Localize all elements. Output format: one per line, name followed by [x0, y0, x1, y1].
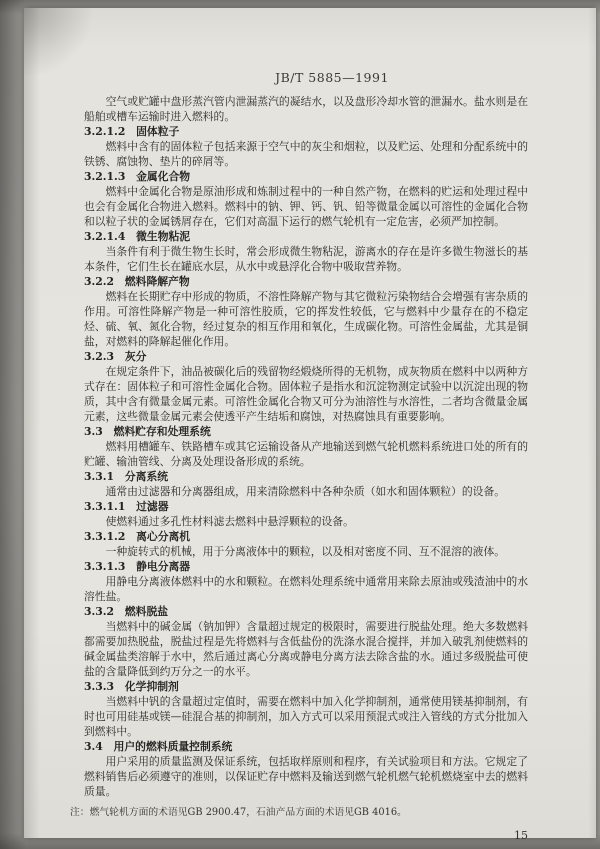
page-number: 15 — [514, 829, 528, 842]
paragraph: 燃料在长期贮存中形成的物质，不溶性降解产物与其它微粒污染物结合会增强有害杂质的作用。可溶性降解产物是一种可溶性胶质，它的挥发性较低，它与燃料中少量存在的不稳定烃、硫、氧、氮化合物，经过复杂的相互作用和氧化，生成碳化物。可溶性金属盐，尤其是铜盐，对燃料的降解起催化作用。 — [84, 290, 528, 348]
section-heading: 3.3.1 分离系统 — [84, 470, 169, 483]
paragraph: 燃料中金属化合物是原油形成和炼制过程中的一种自然产物，在燃料的贮运和处理过程中也会有金属化合物进入燃料。燃料中的钠、钾、钙、钒、铅等微量金属以可溶性的金属化合物和以粒子状的金属锈屑存在，它们对高温下运行的燃气轮机有一定危害，必须严加控制。 — [84, 185, 528, 228]
footnote: 注：燃气轮机方面的术语见GB 2900.47，石油产品方面的术语见GB 4016。 — [70, 807, 407, 818]
paragraph: 当燃料中的碱金属（钠加钾）含量超过规定的极限时，需要进行脱盐处理。绝大多数燃料都需要加热脱盐，脱盐过程是先将燃料与含低盐份的洗涤水混合搅拌，并加入破乳剂使燃料的碱金属盐类溶解于水中，然后通过离心分离或静电分离方法去除含盐的水。通过多级脱盐可使盐的含量降低到约万分之一的水平。 — [84, 620, 528, 678]
section-heading: 3.3.2 燃料脱盐 — [84, 605, 169, 618]
section-heading: 3.2.1.2 固体粒子 — [84, 125, 180, 138]
standard-code-header: JB/T 5885—1991 — [275, 70, 389, 85]
section-heading: 3.2.1.3 金属化合物 — [84, 170, 191, 183]
paragraph: 在规定条件下，油品被碳化后的残留物经煅烧所得的无机物，成灰物质在燃料中以两种方式存在：固体粒子和可溶性金属化合物。固体粒子是指水和沉淀物测定试验中以沉淀出现的物质，其中含有微量金属元素。可溶性金属化合物又可分为油溶性与水溶性，二者均含微量金属元素，这些微量金属元素会使透平产生结垢和腐蚀，对热腐蚀具有重要影响。 — [84, 365, 528, 423]
document-body — [70, 94, 528, 843]
paragraph: 当燃料中钒的含量超过定值时，需要在燃料中加入化学抑制剂，通常使用镁基抑制剂，有时也可用硅基或镁—硅混合基的抑制剂，加入方式可以采用预混式或注入管线的方式分批加入到燃料中。 — [84, 695, 528, 738]
paragraph: 燃料中含有的固体粒子包括来源于空气中的灰尘和烟粒，以及贮运、处理和分配系统中的铁锈、腐蚀物、垫片的碎屑等。 — [84, 140, 528, 168]
section-heading: 3.3.1.2 离心分离机 — [84, 530, 191, 543]
paragraph: 用静电分离液体燃料中的水和颗粒。在燃料处理系统中通常用来除去原油或残渣油中的水溶性盐。 — [84, 575, 528, 603]
section-heading: 3.2.2 燃料降解产物 — [84, 275, 190, 288]
section-heading: 3.2.3 灰分 — [84, 350, 147, 363]
section-heading: 3.2.1.4 微生物粘泥 — [84, 230, 191, 243]
paragraph: 通常由过滤器和分离器组成，用来清除燃料中各种杂质（如水和固体颗粒）的设备。 — [105, 485, 506, 498]
section-heading: 3.3.3 化学抑制剂 — [84, 680, 179, 693]
section-heading: 3.3 燃料贮存和处理系统 — [84, 425, 211, 438]
paragraph: 用户采用的质量监测及保证系统，包括取样原则和程序，有关试验项目和方法。它规定了燃料销售后必须遵守的准则，以保证贮存中燃料及输送到燃气轮机燃气轮机燃烧室中去的燃料质量。 — [84, 755, 528, 798]
section-heading: 3.3.1.3 静电分离器 — [84, 560, 191, 573]
paragraph: 当条件有利于微生物生长时，常会形成微生物粘泥，游离水的存在是许多微生物滋长的基本条件，它们生长在罐底水层，从水中或悬浮化合物中吸取营养物。 — [84, 245, 528, 273]
document-page — [24, 8, 596, 842]
paragraph: 使燃料通过多孔性材料滤去燃料中悬浮颗粒的设备。 — [105, 515, 354, 528]
paragraph: 燃料用槽罐车、铁路槽车或其它运输设备从产地输送到燃气轮机燃料系统进口处的所有的贮罐、输油管线、分离及处理设备形成的系统。 — [84, 440, 528, 468]
paragraph: 一种旋转式的机械，用于分离液体中的颗粒，以及相对密度不同、互不混溶的液体。 — [105, 545, 506, 558]
section-heading: 3.4 用户的燃料质量控制系统 — [84, 740, 233, 753]
section-heading: 3.3.1.1 过滤器 — [84, 500, 169, 513]
paragraph: 空气或贮罐中盘形蒸汽管内泄漏蒸汽的凝结水，以及盘形冷却水管的泄漏水。盐水则是在船舶或槽车运输时进入燃料的。 — [84, 95, 528, 123]
